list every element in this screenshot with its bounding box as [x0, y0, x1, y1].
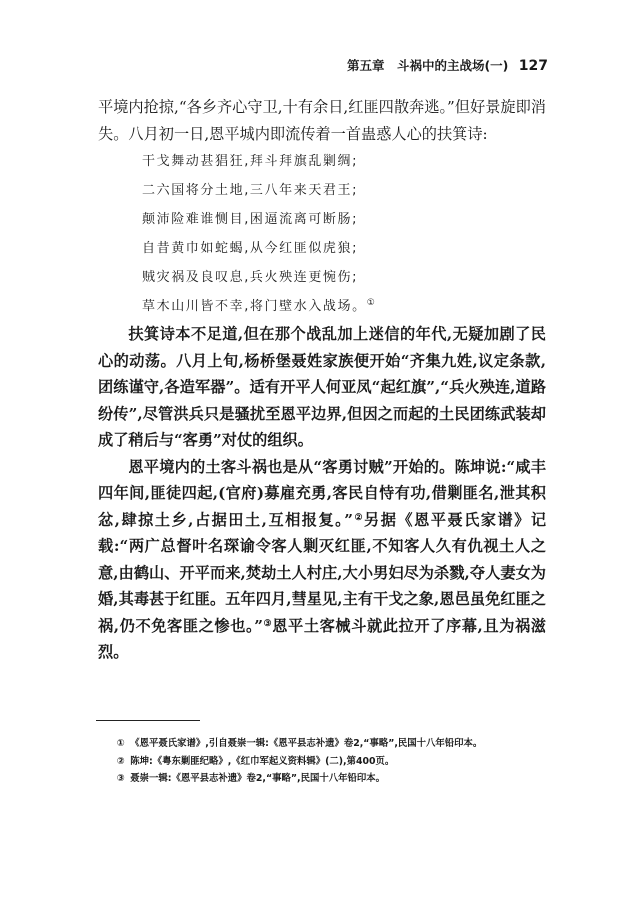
poem-line-last	[142, 292, 546, 321]
poem-line: 草木山川皆不幸,将门壁水入战场。	[142, 299, 367, 314]
footnote-item	[96, 753, 556, 771]
paragraph-2: 扶箕诗本不足道,但在那个战乱加上迷信的年代,无疑加剧了民心的动荡。八月上旬,杨桥堡聂姓家族便开始“齐集九姓,议定条款,团练谨守,各造军器”。适有开平人何亚凤“起红旗”,“兵火殃连,道路纷传”,尽管洪兵只是骚扰至恩平边界,但因之而起的土民团练武装却成了稍后与“客勇”对仗的组织。	[98, 325, 546, 449]
fuji-poem	[98, 147, 546, 321]
footnote-mark: ①	[116, 738, 125, 749]
footnote-text: 陈坤:《粤东剿匪纪略》,《红巾军起义资料辑》(二),第400页。	[130, 755, 395, 767]
footnote-ref-2: ②	[352, 512, 365, 523]
main-text	[98, 94, 546, 666]
poem-line: 颠沛险难谁恻目,困逼流离可断肠;	[142, 212, 359, 227]
paragraph-3-part1: 恩平境内的土客斗祸也是从“客勇讨贼”开始的。陈坤说:“咸丰四年间,匪徒四起,(官府)募雇充勇,客民自恃有功,借剿匪名,泄其积忿,肆掠土乡,占据田土,互相报复。”	[98, 457, 546, 529]
poem-line: 自昔黄巾如蛇蝎,从今红匪似虎狼;	[142, 241, 359, 256]
footnote-divider	[96, 720, 200, 721]
paragraph-3-part3: 恩平土客械斗就此拉开了序幕,且为祸滋烈。	[98, 616, 546, 661]
footnote-mark: ③	[116, 773, 125, 784]
footnotes	[96, 735, 556, 788]
paragraph-3	[98, 454, 546, 666]
paragraph-continuation: 平境内抢掠,“各乡齐心守卫,十有余日,红匪四散奔逃。”但好景旋即消失。八月初一日,恩平城内即流传着一首蛊惑人心的扶箕诗:	[98, 98, 546, 143]
footnote-item	[96, 770, 556, 788]
running-header	[347, 56, 548, 74]
poem-line: 干戈舞动甚猖狂,拜斗拜旗乱剿绸;	[142, 154, 359, 169]
footnote-mark: ②	[116, 755, 125, 767]
poem-line: 贼灾祸及良叹息,兵火殃连更惋伤;	[142, 270, 359, 285]
footnote-ref-3: ③	[262, 618, 273, 629]
footnote-item	[96, 735, 556, 753]
footnote-text: 《恩平聂氏家谱》,引自聂崇一辑:《恩平县志补遗》卷2,“事略”,民国十八年铅印本。	[130, 738, 483, 749]
page-number: 127	[518, 58, 548, 74]
paragraph-3-part2: 另据《恩平聂氏家谱》记载:“两广总督叶名琛谕令客人剿灭红匪,不知客人久有仇视土人之意,由鹤山、开平而来,焚劫土人村庄,大小男妇尽为杀戮,夺人妻女为婚,其毒甚于红匪。五年四月,彗星见,主有干戈之象,恩邑虽免红匪之祸,仍不免客匪之惨也。”	[98, 510, 547, 635]
chapter-title: 第五章 斗祸中的主战场(一)	[346, 58, 509, 73]
poem-line: 二六国将分土地,三八年来天君王;	[142, 183, 359, 198]
footnote-text: 聂崇一辑:《恩平县志补遗》卷2,“事略”,民国十八年铅印本。	[130, 773, 385, 784]
footnote-ref-1: ①	[366, 298, 377, 308]
